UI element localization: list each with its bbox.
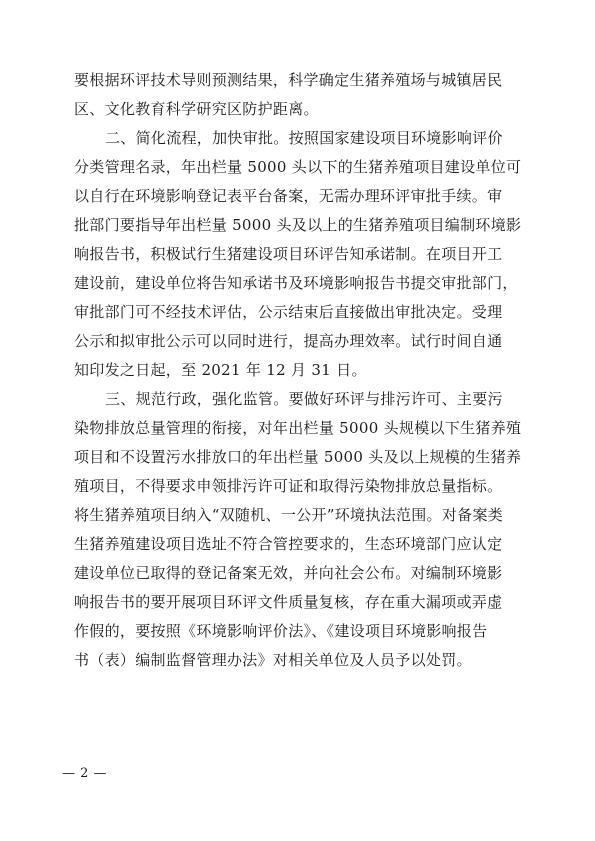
text-line: 要根据环评技术导则预测结果，科学确定生猪养殖场与城镇居民	[74, 71, 503, 89]
document-body	[74, 66, 524, 675]
paragraph-simplify-process	[74, 124, 524, 385]
text-line: 批部门要指导年出栏量 5000 头及以上的生猪养殖项目编制环境影	[74, 216, 522, 234]
text-line: 生猪养殖建设项目选址不符合管控要求的，生态环境部门应认定	[74, 535, 503, 553]
text-line: 以自行在环境影响登记表平台备案，无需办理环评审批手续。审	[74, 187, 503, 205]
page-number: — 2 —	[62, 766, 108, 781]
text-line: 项目和不设置污水排放口的年出栏量 5000 头及以上规模的生猪养	[74, 448, 522, 466]
text-line: 响报告书的要开展项目环评文件质量复核，存在重大漏项或弄虚	[74, 593, 503, 611]
text-line: 建设前，建设单位将告知承诺书及环境影响报告书提交审批部门，	[74, 274, 518, 292]
paragraph-standardize-administration	[74, 385, 524, 675]
text-line: 公示和拟审批公示可以同时进行，提高办理效率。试行时间自通	[74, 332, 503, 350]
text-line: 分类管理名录，年出栏量 5000 头以下的生猪养殖项目建设单位可	[74, 158, 522, 176]
text-line: 染物排放总量管理的衔接，对年出栏量 5000 头规模以下生猪养殖	[74, 419, 522, 437]
text-line: 将生猪养殖项目纳入“双随机、一公开”环境执法范围。对备案类	[74, 506, 504, 524]
text-line: 知印发之日起，至 2021 年 12 月 31 日。	[74, 361, 367, 379]
text-line: 作假的，要按照《环境影响评价法》、《建设项目环境影响报告	[74, 622, 488, 640]
text-line: 殖项目，不得要求申领排污许可证和取得污染物排放总量指标。	[74, 477, 503, 495]
text-line: 三、规范行政，强化监管。要做好环评与排污许可、主要污	[105, 390, 503, 408]
text-line: 区、文化教育科学研究区防护距离。	[74, 100, 319, 118]
text-line: 书（表）编制监督管理办法》对相关单位及人员予以处罚。	[74, 651, 472, 669]
paragraph-continuation	[74, 66, 524, 124]
text-line: 审批部门可不经技术评估，公示结束后直接做出审批决定。受理	[74, 303, 503, 321]
text-line: 二、简化流程，加快审批。按照国家建设项目环境影响评价	[105, 129, 503, 147]
text-line: 响报告书，积极试行生猪建设项目环评告知承诺制。在项目开工	[74, 245, 503, 263]
text-line: 建设单位已取得的登记备案无效，并向社会公布。对编制环境影	[74, 564, 503, 582]
